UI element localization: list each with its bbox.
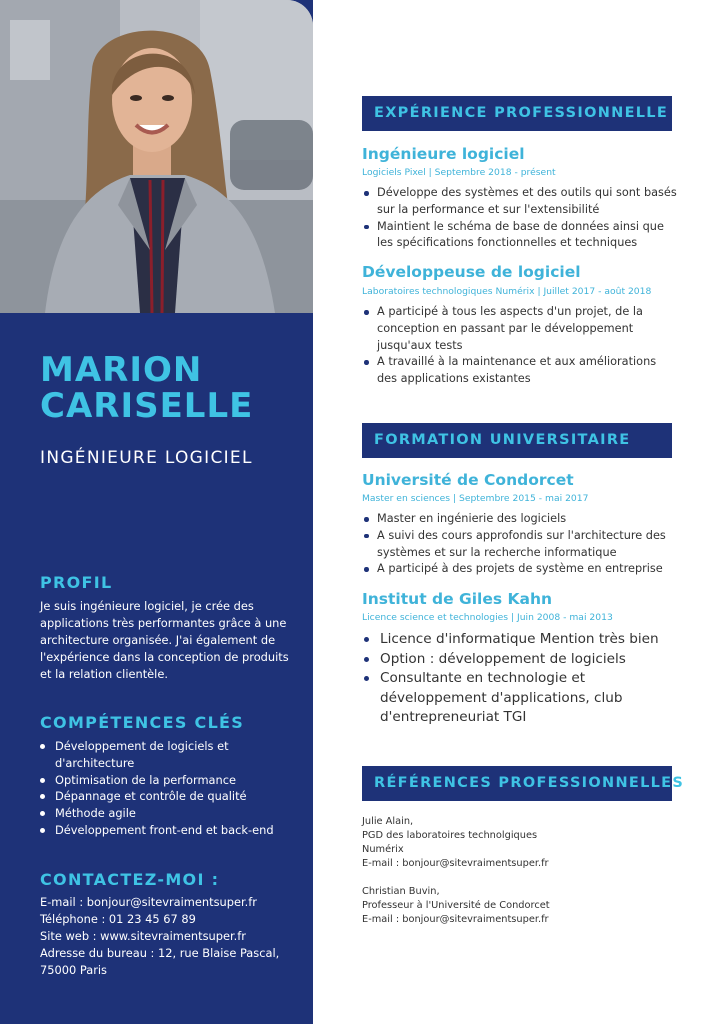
contact-email: E-mail : bonjour@sitevraimentsuper.fr (40, 895, 257, 909)
contact-info (40, 894, 290, 979)
job-sub-2: Laboratoires technologiques Numérix | Juillet 2017 - août 2018 (362, 286, 652, 297)
reference-line: E-mail : bonjour@sitevraimentsuper.fr (362, 914, 549, 925)
contact-heading: CONTACTEZ-MOI : (40, 870, 220, 889)
person-name (40, 352, 253, 424)
reference-line: Professeur à l'Université de Condorcet (362, 900, 550, 911)
reference-line: Julie Alain, (362, 816, 414, 827)
list-item: Option : développement de logiciels (362, 650, 678, 670)
last-name: CARISELLE (40, 386, 254, 426)
reference-line: Christian Buvin, (362, 886, 440, 897)
reference-1 (362, 815, 549, 871)
reference-line: PGD des laboratoires technolgiques (362, 830, 538, 841)
experience-heading: EXPÉRIENCE PROFESSIONNELLE (362, 96, 672, 131)
reference-line: E-mail : bonjour@sitevraimentsuper.fr (362, 858, 549, 869)
contact-address: Adresse du bureau : 12, rue Blaise Pascal, (40, 946, 280, 960)
list-item: Développe des systèmes et des outils qui sont basés sur la performance et sur l'extensibilité (362, 185, 678, 219)
list-item: Méthode agile (40, 805, 290, 822)
school-sub-1: Master en sciences | Septembre 2015 - mai 2017 (362, 493, 589, 504)
list-item: Développement front-end et back-end (40, 822, 290, 839)
job-bullets-2 (362, 304, 678, 388)
contact-phone: Téléphone : 01 23 45 67 89 (40, 912, 196, 926)
job-sub-1: Logiciels Pixel | Septembre 2018 - présent (362, 167, 556, 178)
skills-heading: COMPÉTENCES CLÉS (40, 713, 245, 732)
profile-photo (0, 0, 313, 313)
school-bullets-2 (362, 630, 678, 728)
list-item: Consultante en technologie et développement d'applications, club d'entrepreneuriat TGI (362, 669, 678, 728)
skills-list (40, 738, 290, 839)
profil-text: Je suis ingénieure logiciel, je crée des applications très performantes grâce à une architecture organisée. J'ai également de l'expérience dans la conception de produits et la relation clientèle. (40, 599, 289, 681)
reference-line: Numérix (362, 844, 404, 855)
list-item: A participé à des projets de système en entreprise (362, 561, 678, 578)
education-heading: FORMATION UNIVERSITAIRE (362, 423, 672, 458)
job-title: INGÉNIEURE LOGICIEL (40, 448, 253, 468)
job-bullets-1 (362, 185, 678, 252)
contact-website: Site web : www.sitevraimentsuper.fr (40, 929, 246, 943)
school-name-1: Université de Condorcet (362, 471, 574, 489)
list-item: A travaillé à la maintenance et aux améliorations des applications existantes (362, 354, 678, 388)
reference-2 (362, 885, 550, 927)
sidebar (0, 0, 313, 1024)
first-name: MARION (40, 350, 203, 390)
list-item: Développement de logiciels et d'architecture (40, 738, 290, 772)
list-item: Dépannage et contrôle de qualité (40, 788, 290, 805)
school-name-2: Institut de Giles Kahn (362, 590, 553, 608)
job-title-1: Ingénieure logiciel (362, 145, 525, 163)
contact-city: 75000 Paris (40, 963, 107, 977)
list-item: Licence d'informatique Mention très bien (362, 630, 678, 650)
school-sub-2: Licence science et technologies | Juin 2008 - mai 2013 (362, 612, 613, 623)
list-item: A suivi des cours approfondis sur l'architecture des systèmes et sur la recherche informatique (362, 528, 678, 562)
list-item: Optimisation de la performance (40, 772, 290, 789)
list-item: A participé à tous les aspects d'un projet, de la conception en passant par le développement jusqu'aux tests (362, 304, 678, 354)
school-bullets-1 (362, 511, 678, 578)
list-item: Maintient le schéma de base de données ainsi que les spécifications fonctionnelles et techniques (362, 219, 678, 253)
profil-heading: PROFIL (40, 573, 113, 592)
references-heading: RÉFÉRENCES PROFESSIONNELLES (362, 766, 672, 801)
job-title-2: Développeuse de logiciel (362, 263, 581, 281)
list-item: Master en ingénierie des logiciels (362, 511, 678, 528)
